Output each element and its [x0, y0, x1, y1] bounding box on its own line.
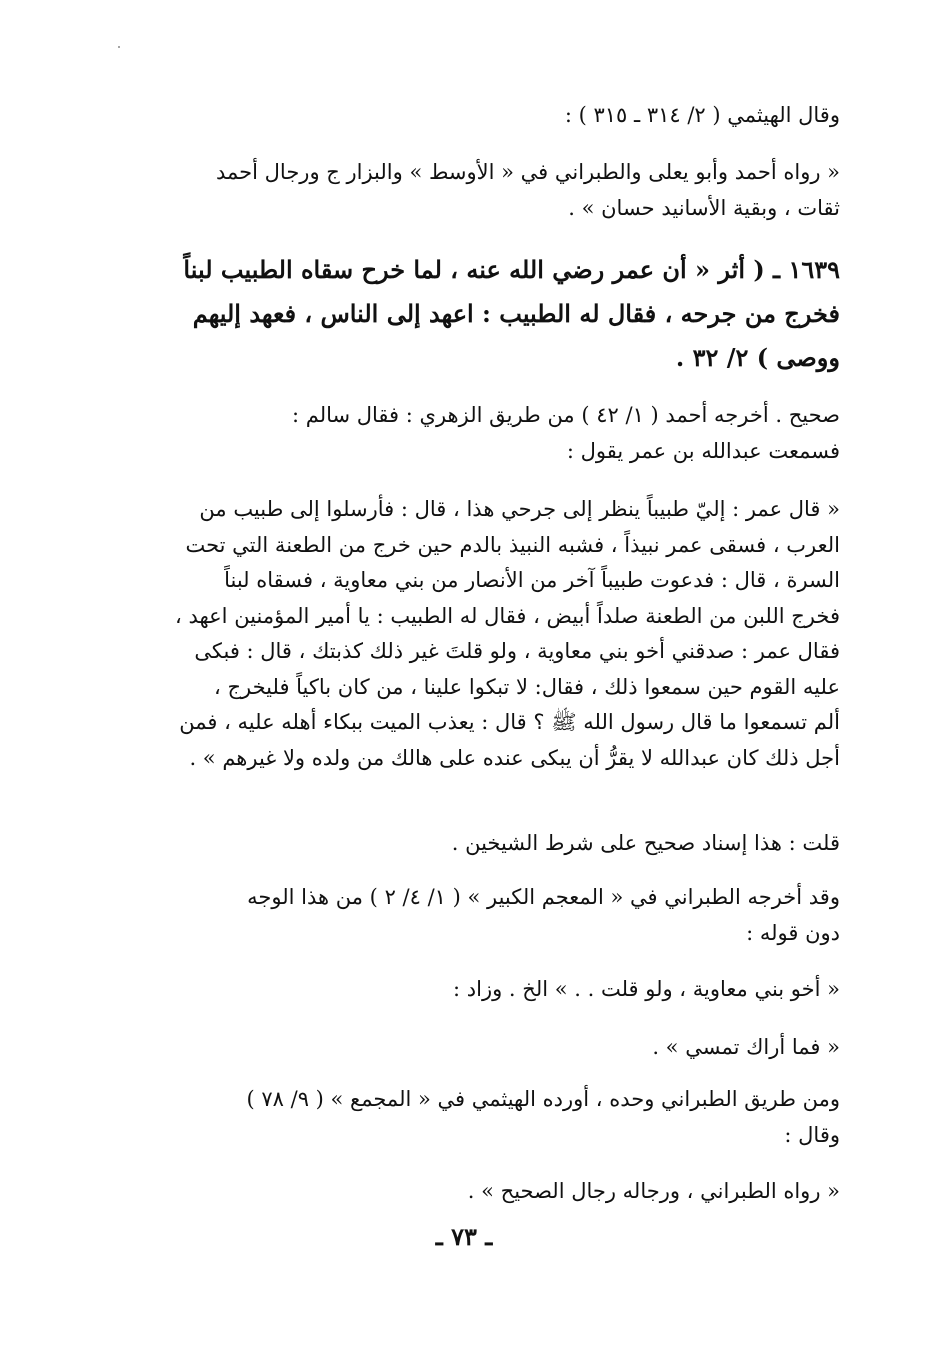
- paragraph-rijal: [160, 1174, 840, 1210]
- text-line: السرة ، قال : فدعوت طبيباً آخر من الأنصار من بني معاوية ، فسقاه لبناً: [224, 568, 840, 592]
- text-line: « رواه أحمد وأبو يعلى والطبراني في « الأوسط » والبزار ج ورجال أحمد: [216, 160, 840, 184]
- text-line: وقال :: [784, 1122, 840, 1147]
- paragraph-umar-narration: [140, 492, 840, 776]
- text-line: قلت : هذا إسناد صحيح على شرط الشيخين .: [451, 831, 840, 855]
- text-line: العرب ، فسقى عمر نبيذاً ، فشبه النبيذ بالدم حين خرج من الطعنة التي تحت: [185, 532, 840, 557]
- paragraph-tabarani: [140, 880, 840, 951]
- text-line: عليه القوم حين سمعوا ذلك ، فقال: لا تبكوا علينا ، من كان باكياً فليخرج ،: [214, 674, 840, 699]
- hadith-entry-1639: [140, 248, 840, 380]
- paragraph-majma: [140, 1082, 840, 1153]
- paragraph-grading: [140, 398, 840, 469]
- text-line: « فما أراك تمسي » .: [652, 1035, 840, 1059]
- text-line: ومن طريق الطبراني وحده ، أورده الهيثمي في « المجمع » ( ٩/ ٧٨ ): [246, 1087, 840, 1111]
- text-line: فخرج اللبن من الطعنة صلداً أبيض ، فقال له الطبيب : يا أمير المؤمنين اعهد ،: [175, 603, 840, 628]
- text-line: صحيح . أخرجه أحمد ( ١/ ٤٢ ) من طريق الزهري : فقال سالم :: [291, 403, 840, 427]
- page-number: ـ ٧٣ ـ: [435, 1222, 493, 1251]
- text-line: ١٦٣٩ ـ ( أثر « أن عمر رضي الله عنه ، لما خرح سقاه الطبيب لبناً: [183, 255, 840, 284]
- text-line: فخرج من جرحه ، فقال له الطبيب : اعهد إلى الناس ، فعهد إليهم: [192, 299, 840, 328]
- text-line: وقد أخرجه الطبراني في « المعجم الكبير » ( ١/ ٤/ ٢ ) من هذا الوجه: [247, 885, 840, 909]
- text-line: « رواه الطبراني ، ورجاله رجال الصحيح » .: [467, 1179, 840, 1203]
- text-line: ووصى ) ٢/ ٣٢ .: [675, 343, 840, 372]
- text-line: « قال عمر : إليّ طبيباً ينظر إلى جرحي هذا ، قال : فأرسلوا إلى طبيب من: [199, 497, 840, 521]
- text-line: ثقات ، وبقية الأسانيد حسان » .: [568, 195, 840, 220]
- paragraph-haythami-quote: [140, 155, 840, 226]
- paragraph-author-note: [160, 826, 840, 862]
- scan-speck: [118, 46, 120, 48]
- text-line: « أخو بني معاوية ، ولو قلت . . » الخ . وزاد :: [453, 977, 840, 1001]
- paragraph-quote-akhu: [160, 972, 840, 1008]
- text-line: أجل ذلك كان عبدالله لا يقرُّ أن يبكى عنده على هالك من ولده ولا غيرهم » .: [189, 745, 840, 770]
- text-line: ألم تسمعوا ما قال رسول الله ﷺ ؟ قال : يعذب الميت ببكاء أهله عليه ، فمن: [179, 710, 840, 734]
- text-line: فسمعت عبدالله بن عمر يقول :: [566, 438, 840, 463]
- text-line: وقال الهيثمي ( ٢/ ٣١٤ ـ ٣١٥ ) :: [564, 103, 840, 127]
- paragraph-haythami-intro: [140, 98, 840, 134]
- text-line: فقال عمر : صدقني أخو بني معاوية ، ولو قلتَ غير ذلك كذبتك ، قال : فبكى: [194, 639, 840, 663]
- text-line: دون قوله :: [746, 920, 840, 945]
- paragraph-quote-tumsi: [160, 1030, 840, 1066]
